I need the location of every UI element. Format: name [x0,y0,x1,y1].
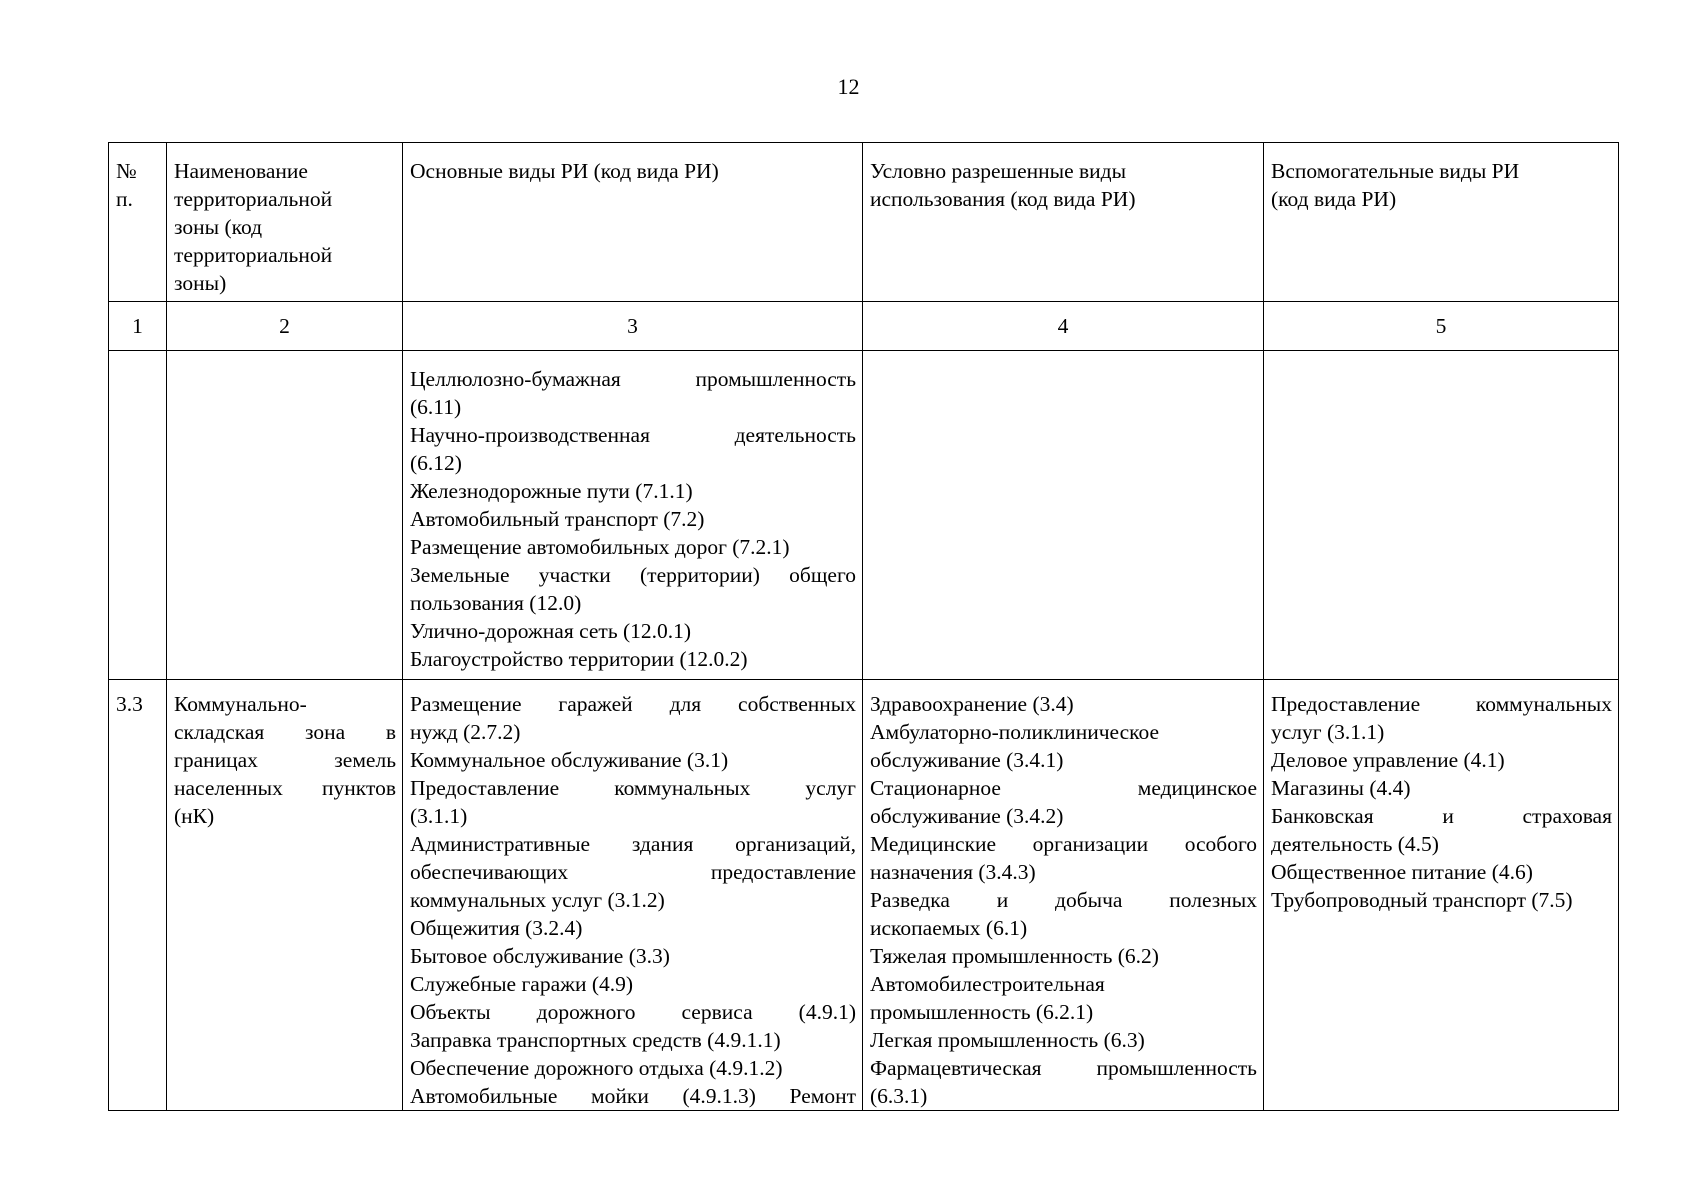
cell-text-line: (6.12) [410,451,462,475]
cell-text-line: Улично-дорожная сеть (12.0.1) [410,619,692,643]
auxiliary-uses-cell [1264,680,1619,1111]
cell-text-line: Размещение гаражей для собственных [410,692,856,716]
cell-text-line: границах земель [174,748,396,772]
cell-text-line: (нК) [174,804,215,828]
conditional-uses-cell [863,680,1264,1111]
column-number: 3 [403,302,863,351]
cell-text-line: Стационарное медицинское [870,776,1257,800]
zoning-table [108,142,1619,1111]
zone-name-cell [167,351,403,680]
cell-text-line: использования (код вида РИ) [870,187,1136,211]
column-number: 5 [1264,302,1619,351]
header-cell-auxiliary-uses [1264,143,1619,302]
column-number: 2 [167,302,403,351]
cell-text-line: (6.11) [410,395,462,419]
cell-text-line: территориальной [174,187,333,211]
cell-text-line: Автомобильный транспорт (7.2) [410,507,705,531]
cell-text-line: пользования (12.0) [410,591,582,615]
cell-text-line: зоны) [174,271,227,295]
cell-text-line: обслуживание (3.4.1) [870,748,1064,772]
cell-text-line: Общественное питание (4.6) [1271,860,1533,884]
cell-text-line: Легкая промышленность (6.3) [870,1028,1145,1052]
cell-text-line: складская зона в [174,720,396,744]
cell-text-line: Деловое управление (4.1) [1271,748,1505,772]
cell-text-line: Железнодорожные пути (7.1.1) [410,479,693,503]
cell-text-line: (6.3.1) [870,1084,928,1108]
cell-text-line: ископаемых (6.1) [870,916,1028,940]
zone-name-cell [167,680,403,1111]
cell-text-line: коммунальных услуг (3.1.2) [410,888,665,912]
cell-text-line: Амбулаторно-поликлиническое [870,720,1160,744]
cell-text-line: Предоставление коммунальных услуг [410,776,856,800]
cell-text-line: обслуживание (3.4.2) [870,804,1064,828]
cell-text-line: обеспечивающих предоставление [410,860,856,884]
conditional-uses-cell [863,351,1264,680]
cell-text-line: территориальной [174,243,333,267]
cell-text-line: Размещение автомобильных дорог (7.2.1) [410,535,790,559]
cell-text-line: Благоустройство территории (12.0.2) [410,647,748,671]
cell-text-line: (3.1.1) [410,804,468,828]
cell-text-line: нужд (2.7.2) [410,720,521,744]
cell-text-line: Разведка и добыча полезных [870,888,1257,912]
main-uses-cell [403,351,863,680]
cell-text-line: № [116,159,137,183]
cell-text-line: (код вида РИ) [1271,187,1397,211]
cell-text-line: Заправка транспортных средств (4.9.1.1) [410,1028,781,1052]
page-number: 12 [837,74,860,99]
cell-text-line: услуг (3.1.1) [1271,720,1385,744]
cell-text-line: Магазины (4.4) [1271,776,1411,800]
cell-text-line: населенных пунктов [174,776,396,800]
cell-text-line: Обеспечение дорожного отдыха (4.9.1.2) [410,1056,783,1080]
cell-text-line: Медицинские организации особого [870,832,1257,856]
cell-text-line: Условно разрешенные виды [870,159,1127,183]
cell-text-line: Трубопроводный транспорт (7.5) [1271,888,1573,912]
header-cell-conditional-uses [863,143,1264,302]
auxiliary-uses-cell [1264,351,1619,680]
cell-text-line: Основные виды РИ (код вида РИ) [410,159,719,183]
main-uses-cell [403,680,863,1111]
cell-text-line: Служебные гаражи (4.9) [410,972,634,996]
header-row [109,143,1619,302]
cell-text-line: Банковская и страховая [1271,804,1612,828]
header-cell-number [109,143,167,302]
cell-text-line: Объекты дорожного сервиса (4.9.1) [410,1000,856,1024]
header-cell-main-uses [403,143,863,302]
cell-text-line: Наименование [174,159,308,183]
cell-text-line: назначения (3.4.3) [870,860,1036,884]
cell-text-line: промышленность (6.2.1) [870,1000,1094,1024]
cell-text-line: Тяжелая промышленность (6.2) [870,944,1159,968]
row-number-cell: 3.3 [109,680,167,1111]
cell-text-line: Бытовое обслуживание (3.3) [410,944,670,968]
table-row-zone-3-3 [109,680,1619,1111]
column-numbers-row [109,302,1619,351]
cell-text-line: Целлюлозно-бумажная промышленность [410,367,856,391]
cell-text-line: Предоставление коммунальных [1271,692,1612,716]
cell-text-line: деятельность (4.5) [1271,832,1439,856]
cell-text-line: Автомобильные мойки (4.9.1.3) Ремонт [410,1084,856,1108]
cell-text-line: Общежития (3.2.4) [410,916,583,940]
table-row-continuation [109,351,1619,680]
cell-text-line: п. [116,187,133,211]
cell-text-line: Коммунальное обслуживание (3.1) [410,748,729,772]
cell-text-line: Земельные участки (территории) общего [410,563,856,587]
cell-text-line: зоны (код [174,215,263,239]
row-number-cell [109,351,167,680]
cell-text-line: Вспомогательные виды РИ [1271,159,1520,183]
cell-text-line: Здравоохранение (3.4) [870,692,1074,716]
cell-text-line: Автомобилестроительная [870,972,1105,996]
cell-text-line: Фармацевтическая промышленность [870,1056,1257,1080]
column-number: 4 [863,302,1264,351]
column-number: 1 [109,302,167,351]
cell-text-line: Коммунально- [174,692,307,716]
header-cell-zone-name [167,143,403,302]
cell-text-line: Научно-производственная деятельность [410,423,856,447]
cell-text-line: Административные здания организаций, [410,832,856,856]
